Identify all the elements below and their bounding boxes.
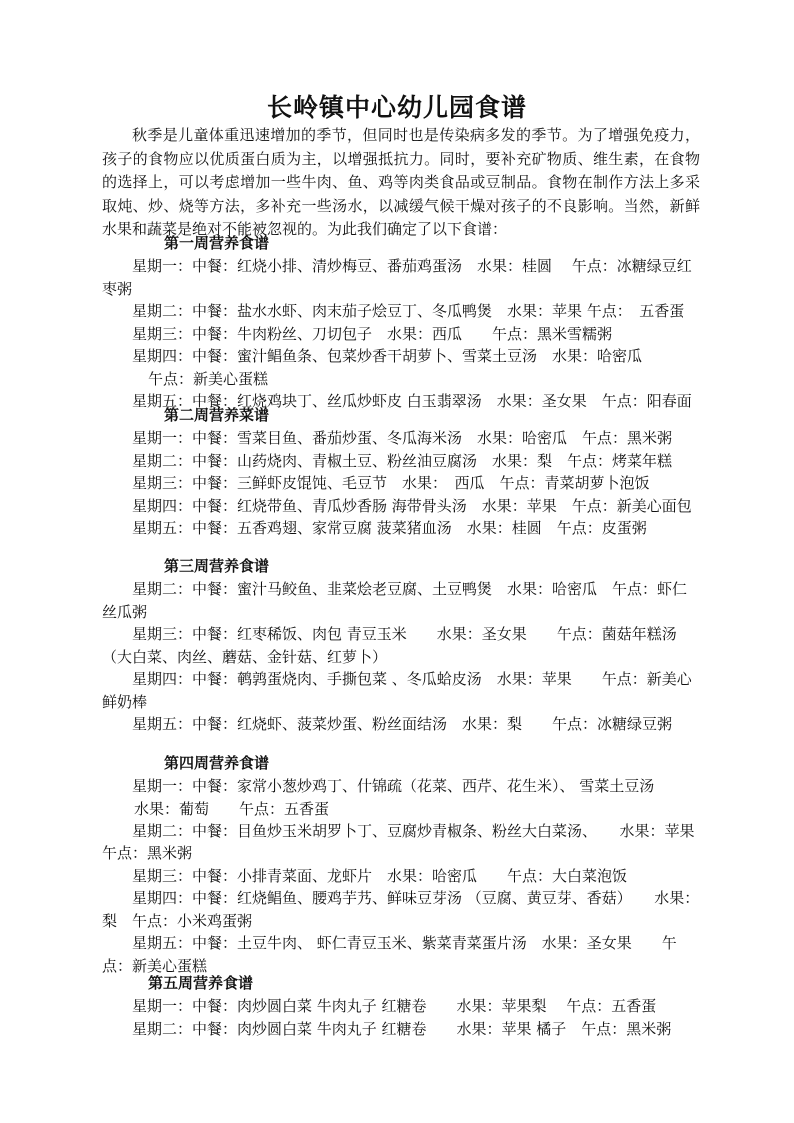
menu-entry-continuation: 水果：葡萄 午点：五香蛋 <box>134 799 330 818</box>
menu-entry: 星期五：中餐：土豆牛肉、 虾仁青豆玉米、紫菜青菜蛋片汤 水果：圣女果 午点：新美心蛋糕 <box>102 934 677 975</box>
week-title: 第二周营养菜谱 <box>164 406 270 424</box>
menu-entry: 星期四：中餐：红烧带鱼、青瓜炒香肠 海带骨头汤 水果：苹果 午点：新美心面包 <box>132 496 692 515</box>
week-title: 第一周营养食谱 <box>164 234 270 252</box>
menu-entry: 星期五：中餐：红烧鸡块丁、丝瓜炒虾皮 白玉翡翠汤 水果：圣女果 午点：阳春面 <box>132 391 692 410</box>
menu-entry: 星期二：中餐：山药烧肉、青椒土豆、粉丝油豆腐汤 水果：梨 午点：烤菜年糕 <box>132 451 673 470</box>
menu-entry: 星期二：中餐：蜜汁马鲛鱼、韭菜烩老豆腐、土豆鸭煲 水果：哈密瓜 午点：虾仁丝瓜粥 <box>102 580 688 621</box>
menu-entry: 星期四：中餐：蜜汁鲳鱼条、包菜炒香干胡萝卜、雪菜土豆汤 水果：哈密瓜 <box>132 347 643 365</box>
week-title: 第四周营养食谱 <box>164 754 270 772</box>
menu-entry: 星期二：中餐：盐水水虾、肉末茄子烩豆丁、冬瓜鸭煲 水果：苹果 午点： 五香蛋 <box>132 302 685 320</box>
menu-entry: 星期五：中餐：五香鸡翅、家常豆腐 菠菜猪血汤 水果：桂圆 午点：皮蛋粥 <box>132 519 647 537</box>
menu-entry: 星期一：中餐：家常小葱炒鸡丁、什锦疏（花菜、西芹、花生米）、 雪菜土豆汤 <box>132 777 655 795</box>
document-title: 长岭镇中心幼儿园食谱 <box>266 93 527 122</box>
week-title: 第三周营养食谱 <box>164 557 270 575</box>
menu-entry: 星期一：中餐：雪菜目鱼、番茄炒蛋、冬瓜海米汤 水果：哈密瓜 午点：黑米粥 <box>132 429 673 447</box>
week-4-section <box>102 752 700 977</box>
menu-entry: 星期一：中餐：红烧小排、清炒梅豆、番茄鸡蛋汤 水果：桂圆 午点：冰糖绿豆红枣粥 <box>102 257 692 298</box>
menu-entry: 星期二：中餐：目鱼炒玉米胡罗卜丁、豆腐炒青椒条、粉丝大白菜汤、 水果：苹果午点：黑米粥 <box>102 821 695 862</box>
menu-entry: 星期五：中餐：红烧虾、菠菜炒蛋、粉丝面结汤 水果：梨 午点：冰糖绿豆粥 <box>132 715 673 733</box>
menu-entry-continuation: 午点：新美心蛋糕 <box>148 369 269 388</box>
menu-entry: 星期三：中餐：牛肉粉丝、刀切包子 水果：西瓜 午点：黑米雪糯粥 <box>132 324 613 343</box>
menu-entry: 星期一：中餐：肉炒圆白菜 牛肉丸子 红糖卷 水果：苹果梨 午点：五香蛋 <box>132 997 657 1015</box>
week-3-section <box>102 555 700 736</box>
week-5-section <box>102 972 700 1040</box>
menu-entry: 星期四：中餐：红烧鲳鱼、腰鸡芋艿、鲜味豆芽汤 （豆腐、黄豆芽、香菇） 水果：梨 午点：小米鸡蛋粥 <box>102 889 700 930</box>
intro-paragraph: 秋季是儿童体重迅速增加的季节，但同时也是传染病多发的季节。为了增强免疫力，孩子的食物应以优质蛋白质为主，以增强抵抗力。同时，要补充矿物质、维生素，在食物的选择上，可以考虑增加一些牛肉、鱼、鸡等肉类食品或豆制品。食物在制作方法上多采取炖、炒、烧等方法，多补充一些汤水，以减缓气候干燥对孩子的不良影响。当然，新鲜水果和蔬菜是绝对不能被忽视的。为此我们确定了以下食谱： <box>102 126 700 238</box>
menu-entry: 星期三：中餐：红枣稀饭、肉包 青豆玉米 水果：圣女果 午点：菌菇年糕汤（大白菜、肉丝、蘑菇、金针菇、红萝卜） <box>102 625 677 666</box>
week-2-section <box>102 404 700 540</box>
menu-entry: 星期二：中餐：肉炒圆白菜 牛肉丸子 红糖卷 水果：苹果 橘子 午点：黑米粥 <box>132 1019 672 1038</box>
menu-entry: 星期四：中餐：鹌鹑蛋烧肉、手撕包菜 、冬瓜蛤皮汤 水果：苹果 午点：新美心鲜奶棒 <box>102 670 692 711</box>
menu-entry: 星期三：中餐：三鲜虾皮馄饨、毛豆节 水果： 西瓜 午点：青菜胡萝卜泡饭 <box>132 474 650 492</box>
menu-entry: 星期三：中餐：小排青菜面、龙虾片 水果：哈密瓜 午点：大白菜泡饭 <box>132 866 628 885</box>
week-1-section <box>102 232 700 412</box>
week-title: 第五周营养食谱 <box>148 974 254 992</box>
